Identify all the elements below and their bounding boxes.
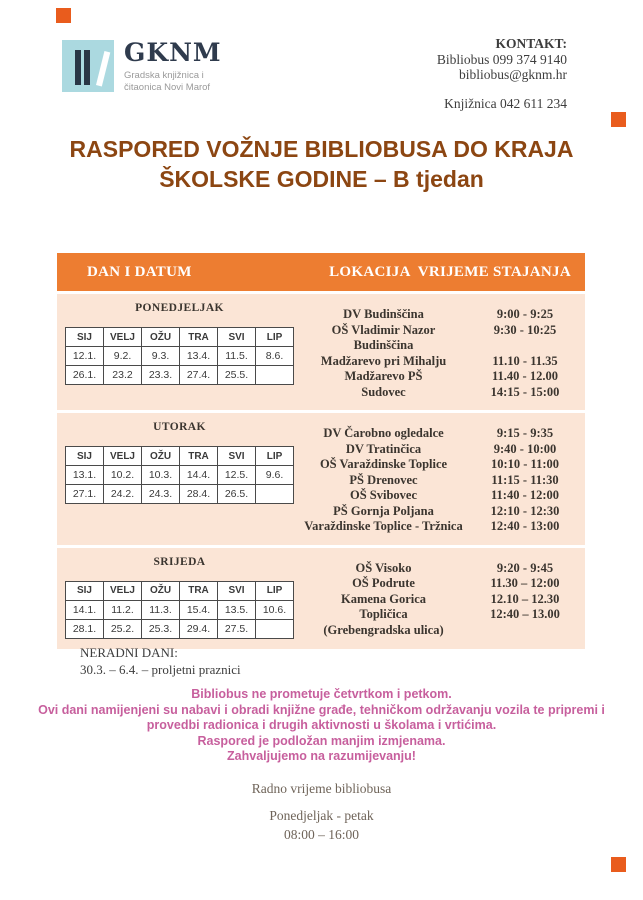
stop-location: OŠ Vladimir Nazor Budinščina <box>331 322 436 352</box>
stop-row <box>302 592 585 608</box>
month-header-cell: VELJ <box>104 328 142 347</box>
date-cell: 12.1. <box>66 347 104 366</box>
logo-subtitle-line1: Gradska knjižnica i <box>124 70 204 81</box>
contact-email: bibliobus@gknm.hr <box>458 67 567 82</box>
date-cell: 23.3. <box>142 366 180 385</box>
stop-row <box>302 426 585 442</box>
logo-subtitle <box>124 70 222 94</box>
notice-line: Ovi dani namijenjeni su nabavi i obradi knjižne građe, tehničkom održavanju vozila te pripremi i <box>38 702 605 717</box>
working-hours-block <box>0 806 643 844</box>
non-working-days-block <box>80 644 241 678</box>
book-spine-icon <box>75 50 81 85</box>
date-cell: 10.3. <box>142 466 180 485</box>
stop-row <box>302 561 585 577</box>
date-cell: 28.4. <box>180 485 218 504</box>
stop-time: 11.30 – 12:00 <box>490 576 560 590</box>
stop-location: Sudovec <box>361 384 406 399</box>
date-cell: 12.5. <box>218 466 256 485</box>
stops-column <box>302 556 585 639</box>
day-name: SRIJEDA <box>153 555 206 568</box>
stop-location: DV Čarobno ogledalce <box>323 426 444 440</box>
logo-subtitle-line2: čitaonica Novi Marof <box>124 82 211 93</box>
month-header-cell: VELJ <box>104 581 142 600</box>
stop-row <box>302 519 585 535</box>
stop-row <box>302 457 585 473</box>
stop-row <box>302 473 585 489</box>
stop-time: 9:40 - 10:00 <box>493 441 557 456</box>
date-cell: 14.1. <box>66 600 104 619</box>
stop-time: 9:00 - 9:25 <box>496 307 554 321</box>
stop-row <box>302 576 585 592</box>
month-header-row <box>66 328 294 347</box>
day-name: PONEDJELJAK <box>135 302 224 314</box>
stop-location: Varaždinske Toplice - Tržnica <box>304 519 463 533</box>
month-header-cell: VELJ <box>104 447 142 466</box>
month-header-row <box>66 447 294 466</box>
stop-row <box>302 504 585 520</box>
month-header-cell: SVI <box>218 581 256 600</box>
stop-time: 10:10 - 11:00 <box>490 457 560 471</box>
non-working-heading: NERADNI DANI: <box>80 645 178 660</box>
book-spine-icon <box>84 50 90 85</box>
month-header-cell: LIP <box>256 581 294 600</box>
day-left-column <box>57 556 302 639</box>
stops-column <box>302 302 585 400</box>
month-header-cell: OŽU <box>142 328 180 347</box>
stop-row <box>302 488 585 504</box>
notice-line: provedbi radionica i drugih aktivnosti u školama i vrtićima. <box>146 718 497 732</box>
stop-location: OŠ Svibovec <box>349 488 418 502</box>
column-header-location-time: LOKACIJA VRIJEME STAJANJA <box>329 263 571 280</box>
day-name: UTORAK <box>153 421 206 433</box>
accent-square-right <box>611 112 626 127</box>
date-cell: 9.2. <box>104 347 142 366</box>
date-cell: 10.2. <box>104 466 142 485</box>
date-row <box>66 366 294 385</box>
day-section-ponedjeljak <box>57 294 585 410</box>
schedule-header-row <box>57 253 585 291</box>
date-cell: 27.4. <box>180 366 218 385</box>
day-left-column <box>57 302 302 400</box>
stops-column <box>302 421 585 535</box>
stop-location: OŠ Visoko <box>355 560 412 575</box>
stop-location: PŠ Drenovec <box>349 472 418 487</box>
stop-location: Madžarevo pri Mihalju <box>320 353 447 368</box>
book-spine-tilted-icon <box>96 51 110 86</box>
date-row <box>66 485 294 504</box>
date-cell: 9.6. <box>256 466 294 485</box>
stop-row <box>302 369 585 385</box>
page-title-line1: RASPORED VOŽNJE BIBLIOBUSA DO KRAJA <box>69 136 574 162</box>
date-cell <box>256 619 294 638</box>
stop-time: 12:40 – 13.00 <box>490 607 560 621</box>
accent-square-top-left <box>56 8 71 23</box>
stop-row <box>302 442 585 458</box>
column-header-day-date: DAN I DATUM <box>87 263 192 280</box>
stop-time: 12:10 - 12:30 <box>490 503 560 518</box>
accent-square-bottom-right <box>611 857 626 872</box>
notice-line: Zahvaljujemo na razumijevanju! <box>227 749 416 763</box>
date-cell <box>256 485 294 504</box>
date-cell: 11.5. <box>218 347 256 366</box>
stop-time: 9:15 - 9:35 <box>496 426 554 440</box>
working-hours: 08:00 – 16:00 <box>283 827 359 842</box>
month-header-cell: OŽU <box>142 447 180 466</box>
date-cell: 14.4. <box>180 466 218 485</box>
library-logo <box>62 40 222 94</box>
month-header-cell: LIP <box>256 447 294 466</box>
contact-bibliobus-phone: Bibliobus 099 374 9140 <box>436 51 567 67</box>
stop-time: 12:40 - 13:00 <box>490 519 560 533</box>
stop-location: OŠ Varaždinske Toplice <box>319 457 448 471</box>
date-cell: 13.1. <box>66 466 104 485</box>
stop-time: 9:20 - 9:45 <box>496 560 554 575</box>
date-cell: 15.4. <box>180 600 218 619</box>
date-cell: 23.2 <box>104 366 142 385</box>
contact-block <box>437 36 567 111</box>
date-cell: 10.6. <box>256 600 294 619</box>
date-row <box>66 466 294 485</box>
month-header-row <box>66 581 294 600</box>
month-header-cell: TRA <box>180 447 218 466</box>
date-cell: 28.1. <box>66 619 104 638</box>
month-header-cell: SIJ <box>66 328 104 347</box>
date-table <box>65 327 294 385</box>
month-header-cell: SVI <box>218 328 256 347</box>
schedule-table <box>57 253 585 649</box>
stop-time <box>465 623 585 639</box>
stop-row <box>302 623 585 639</box>
stop-time: 11:15 - 11:30 <box>491 472 559 487</box>
contact-heading: KONTAKT: <box>495 36 567 51</box>
stop-row <box>302 307 585 323</box>
notice-line: Raspored je podložan manjim izmjenama. <box>197 733 446 748</box>
date-row <box>66 347 294 366</box>
date-cell: 26.1. <box>66 366 104 385</box>
day-section-srijeda <box>57 548 585 649</box>
date-cell: 27.5. <box>218 619 256 638</box>
stop-location: DV Budinščina <box>343 307 424 321</box>
logo-text <box>124 40 222 94</box>
month-header-cell: OŽU <box>142 581 180 600</box>
date-cell: 25.2. <box>104 619 142 638</box>
notice-line: Bibliobus ne prometuje četvrtkom i petkom. <box>191 687 452 701</box>
date-cell: 24.2. <box>104 485 142 504</box>
date-cell: 8.6. <box>256 347 294 366</box>
month-header-cell: TRA <box>180 328 218 347</box>
month-header-cell: SIJ <box>66 447 104 466</box>
day-left-column <box>57 421 302 535</box>
date-cell: 27.1. <box>66 485 104 504</box>
date-cell: 9.3. <box>142 347 180 366</box>
non-working-dates: 30.3. – 6.4. – proljetni praznici <box>80 662 241 677</box>
stop-time: 11.40 - 12.00 <box>492 369 558 383</box>
month-header-cell: LIP <box>256 328 294 347</box>
date-cell: 11.2. <box>104 600 142 619</box>
stop-location: DV Tratinčica <box>345 441 422 456</box>
date-cell: 13.5. <box>218 600 256 619</box>
stop-time: 14:15 - 15:00 <box>490 384 560 399</box>
stop-row <box>302 607 585 623</box>
stop-time: 11:40 - 12:00 <box>490 488 560 502</box>
page-title-line2: ŠKOLSKE GODINE – B tjedan <box>159 166 484 192</box>
date-cell: 13.4. <box>180 347 218 366</box>
stop-time: 11.10 - 11.35 <box>492 353 558 368</box>
stop-row <box>302 354 585 370</box>
date-table <box>65 581 294 639</box>
books-icon <box>62 40 114 92</box>
stop-row <box>302 385 585 401</box>
date-cell: 24.3. <box>142 485 180 504</box>
stop-location: Topličica <box>359 607 408 621</box>
day-sections <box>57 294 585 649</box>
date-cell: 25.5. <box>218 366 256 385</box>
date-table <box>65 446 294 504</box>
date-cell <box>256 366 294 385</box>
page-title <box>0 134 643 194</box>
date-row <box>66 600 294 619</box>
stop-time: 12.10 – 12.30 <box>490 591 560 606</box>
stop-row <box>302 323 585 354</box>
date-cell: 26.5. <box>218 485 256 504</box>
stop-location: OŠ Podrute <box>352 576 415 590</box>
date-row <box>66 619 294 638</box>
stop-location: PŠ Gornja Poljana <box>333 503 434 518</box>
stop-location: Kamena Gorica <box>340 591 427 606</box>
contact-library-phone: Knjižnica 042 611 234 <box>444 95 567 111</box>
date-cell: 11.3. <box>142 600 180 619</box>
working-days: Ponedjeljak - petak <box>269 808 374 823</box>
month-header-cell: SVI <box>218 447 256 466</box>
notice-block <box>0 687 643 765</box>
month-header-cell: SIJ <box>66 581 104 600</box>
stop-location: Madžarevo PŠ <box>344 369 423 383</box>
day-section-utorak <box>57 413 585 545</box>
month-header-cell: TRA <box>180 581 218 600</box>
stop-location: (Grebengradska ulica) <box>323 622 444 637</box>
logo-acronym: GKNM <box>124 38 222 67</box>
date-cell: 25.3. <box>142 619 180 638</box>
date-cell: 29.4. <box>180 619 218 638</box>
working-hours-heading: Radno vrijeme bibliobusa <box>251 781 392 796</box>
stop-time: 9:30 - 10:25 <box>493 322 557 337</box>
